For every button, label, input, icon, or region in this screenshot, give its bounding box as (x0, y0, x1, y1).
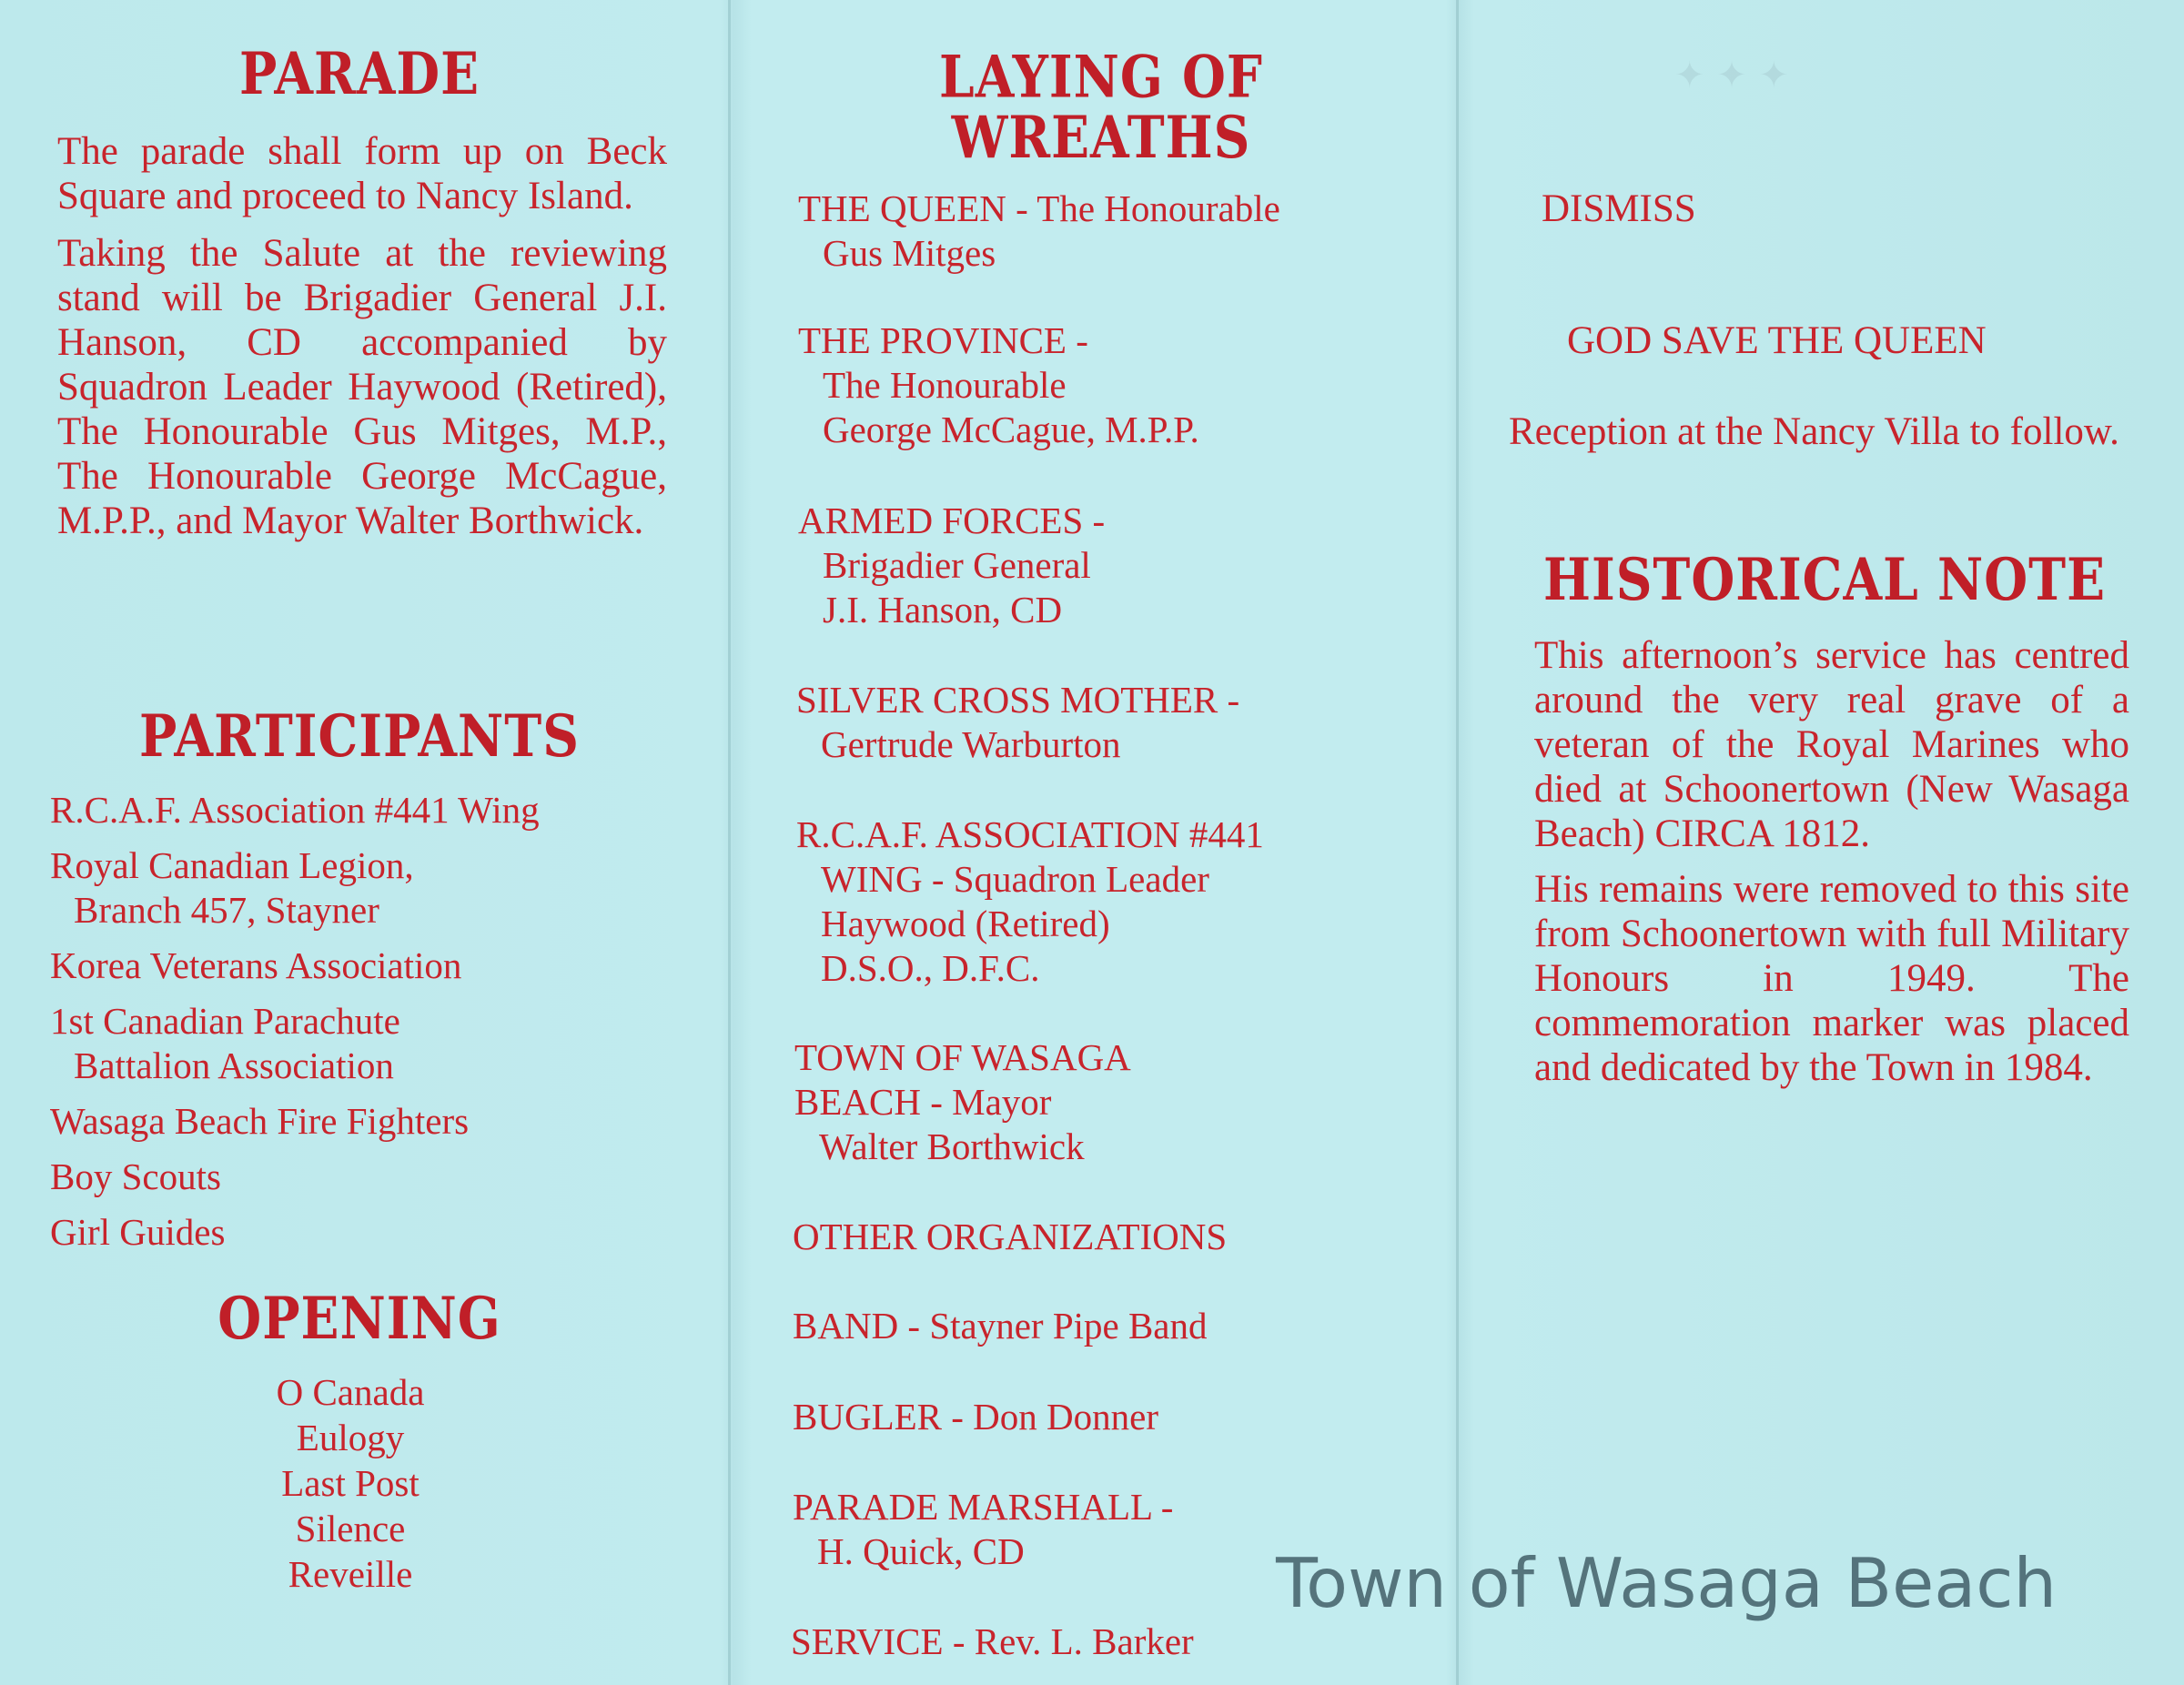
list-item: 1st Canadian Parachute Battalion Association (50, 1000, 400, 1086)
watermark-text: Town of Wasaga Beach (1276, 1543, 2057, 1623)
wreath-entry-rcaf: R.C.A.F. ASSOCIATION #441 WING - Squadron Leader Haywood (Retired) D.S.O., D.F.C. (796, 813, 1264, 989)
wreath-entry-band: BAND - Stayner Pipe Band (793, 1305, 1208, 1347)
wreath-entry-town: TOWN OF WASAGA BEACH - Mayor Walter Borthwick (794, 1036, 1131, 1167)
opening-item: Last Post (281, 1462, 420, 1504)
fold-line-right (1456, 0, 1459, 1685)
opening-heading: OPENING (217, 1284, 501, 1352)
list-item: Korea Veterans Association (50, 944, 462, 986)
list-item: Royal Canadian Legion, Branch 457, Stayner (50, 844, 414, 931)
list-item: Boy Scouts (50, 1155, 221, 1197)
right-panel (1502, 0, 2148, 1685)
opening-item: Reveille (288, 1553, 413, 1595)
parade-heading: PARADE (238, 39, 480, 107)
wreath-entry-silver-cross: SILVER CROSS MOTHER - Gertrude Warburton (796, 679, 1240, 765)
anthem-text: GOD SAVE THE QUEEN (1567, 319, 1987, 362)
wreath-entry-armed-forces: ARMED FORCES - Brigadier General J.I. Hanson, CD (798, 499, 1106, 631)
participants-heading: PARTICIPANTS (139, 701, 580, 770)
wreath-entry-province: THE PROVINCE - The Honourable George McCague, M.P.P. (798, 319, 1199, 450)
list-item: R.C.A.F. Association #441 Wing (50, 789, 540, 831)
historical-paragraph-1: This afternoon’s service has centred around the very real grave of a veteran of the Royal Marines who died at Schoonertown (New Wasaga Beach) CIRCA 1812. (1534, 634, 2129, 855)
wreath-entry-parade-marshall: PARADE MARSHALL - H. Quick, CD (793, 1486, 1174, 1572)
participants-list (50, 788, 669, 1266)
dismiss-text: DISMISS (1542, 187, 1696, 230)
middle-panel (787, 0, 1415, 1685)
historical-note-heading: HISTORICAL NOTE (1543, 545, 2106, 613)
historical-paragraph-2: His remains were removed to this site from Schoonertown with full Military Honours in 1949. The commemoration marker was placed and dedicated by the Town in 1984. (1534, 868, 2129, 1089)
fold-line-left (728, 0, 731, 1685)
opening-item: O Canada (276, 1371, 425, 1413)
list-item: Girl Guides (50, 1211, 226, 1253)
parade-paragraph-1: The parade shall form up on Beck Square and proceed to Nancy Island. (57, 130, 667, 217)
opening-list (50, 1369, 651, 1597)
opening-item: Silence (295, 1508, 406, 1549)
wreaths-heading: LAYING OF WREATHS (939, 42, 1263, 171)
parade-paragraph-2: Taking the Salute at the reviewing stand will be Brigadier General J.I. Hanson, CD accompanied by Squadron Leader Haywood (Retired), The Honourable Gus Mitges, M.P., The Honourable George McCague, M.P.P., and Mayor Walter Borthwick. (57, 232, 667, 542)
bleed-through-shadow: ✦ ✦ ✦ (1674, 55, 1789, 96)
opening-item: Eulogy (296, 1417, 405, 1458)
wreath-entry-other: OTHER ORGANIZATIONS (793, 1216, 1228, 1257)
list-item: Wasaga Beach Fire Fighters (50, 1100, 470, 1142)
left-panel (50, 0, 669, 1685)
wreath-entry-queen: THE QUEEN - The Honourable Gus Mitges (798, 187, 1280, 274)
wreath-entry-service: SERVICE - Rev. L. Barker (791, 1620, 1194, 1662)
reception-text: Reception at the Nancy Villa to follow. (1509, 410, 2119, 453)
wreath-entry-bugler: BUGLER - Don Donner (793, 1396, 1158, 1438)
